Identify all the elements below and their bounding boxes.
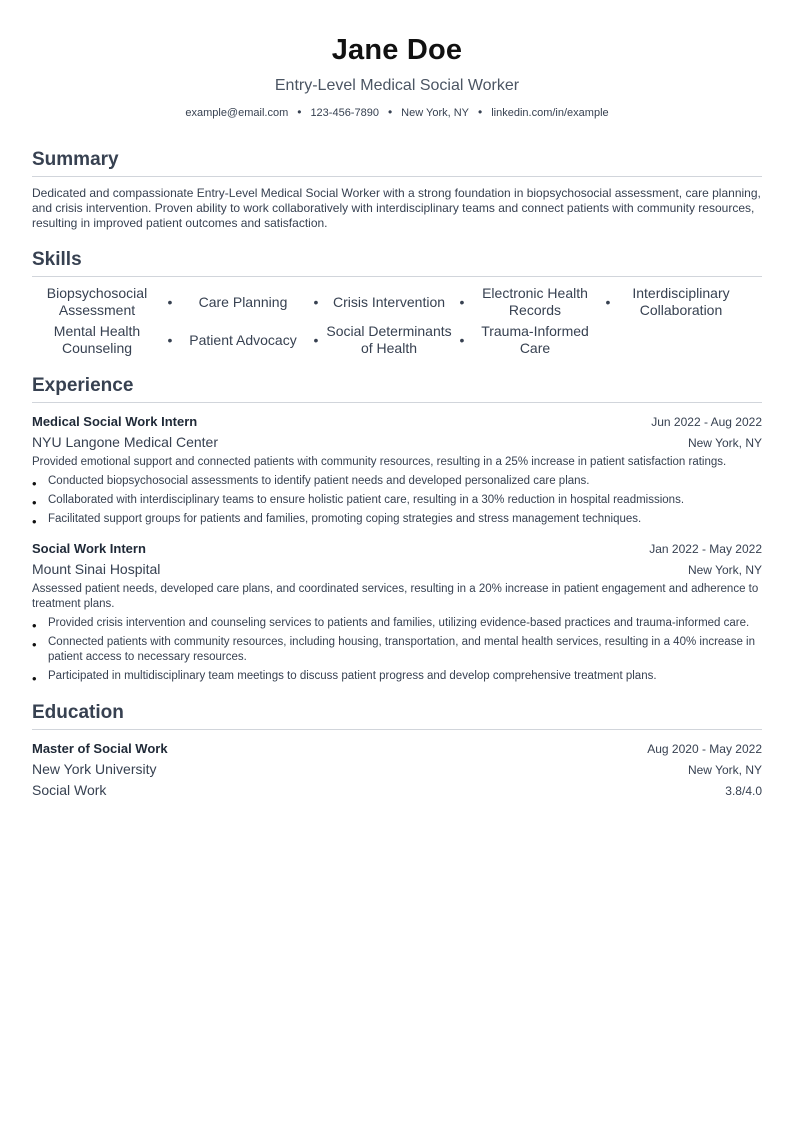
skill-item: Patient Advocacy bbox=[189, 331, 297, 348]
job-location: New York, NY bbox=[687, 563, 762, 577]
skill-item: Care Planning bbox=[198, 293, 288, 310]
skill-separator: • bbox=[459, 332, 465, 348]
job-bullet bbox=[32, 616, 762, 631]
job-bullet bbox=[32, 512, 762, 527]
skill-separator: • bbox=[605, 294, 611, 310]
candidate-name: Jane Doe bbox=[331, 34, 463, 66]
skill-separator: • bbox=[167, 332, 173, 348]
summary-text: Dedicated and compassionate Entry-Level Medical Social Worker with a strong foundation in biopsychosocial assessment, care planning, and crisis intervention. Proven ability to work collaboratively with interdisciplinary teams and connect patients with community resources, resulting in improved patient outcomes and satisfaction. bbox=[32, 186, 761, 230]
bullet-dot: • bbox=[32, 637, 37, 652]
skill-separator: • bbox=[167, 294, 173, 310]
job-organization: NYU Langone Medical Center bbox=[32, 434, 218, 450]
skill-item: Trauma-Informed Care bbox=[481, 323, 589, 356]
skills-heading: Skills bbox=[32, 249, 762, 277]
job-role: Social Work Intern bbox=[32, 541, 146, 556]
skill-separator: • bbox=[459, 294, 465, 310]
experience-section bbox=[32, 375, 762, 684]
education-field: Social Work bbox=[32, 782, 107, 798]
job-bullet bbox=[32, 474, 762, 489]
skill-separator: • bbox=[313, 332, 319, 348]
contact-line bbox=[32, 105, 762, 120]
education-school: New York University bbox=[32, 761, 157, 777]
experience-entry bbox=[32, 539, 762, 684]
experience-heading: Experience bbox=[32, 375, 762, 403]
bullet-dot: • bbox=[32, 618, 37, 633]
contact-linkedin[interactable]: linkedin.com/in/example bbox=[491, 107, 609, 119]
skill-item: Biopsychosocial Assessment bbox=[46, 285, 148, 318]
candidate-title: Entry-Level Medical Social Worker bbox=[274, 77, 520, 94]
job-bullet-text: Provided crisis intervention and counseling services to patients and families, utilizing evidence-based practices and trauma-informed care. bbox=[48, 617, 750, 629]
job-bullet-text: Connected patients with community resources, including housing, transportation, and mental health services, resulting in a 40% increase in patient access to necessary resources. bbox=[48, 636, 755, 663]
contact-separator: • bbox=[297, 105, 302, 119]
experience-entry bbox=[32, 412, 762, 527]
bullet-dot: • bbox=[32, 671, 37, 686]
job-role: Medical Social Work Intern bbox=[32, 414, 198, 429]
skill-item: Electronic Health Records bbox=[482, 285, 588, 318]
job-organization: Mount Sinai Hospital bbox=[32, 561, 161, 577]
job-dates: Jan 2022 - May 2022 bbox=[649, 542, 762, 556]
job-bullets bbox=[32, 474, 762, 527]
job-bullet bbox=[32, 669, 762, 684]
resume-page bbox=[32, 0, 762, 801]
skills-grid bbox=[32, 285, 762, 357]
education-location: New York, NY bbox=[687, 763, 762, 777]
skill-item: Crisis Intervention bbox=[332, 293, 446, 310]
contact-phone[interactable]: 123-456-7890 bbox=[310, 107, 379, 119]
job-bullet-text: Participated in multidisciplinary team meetings to discuss patient progress and develop comprehensive treatment plans. bbox=[48, 670, 657, 682]
summary-heading: Summary bbox=[32, 149, 762, 177]
job-dates: Jun 2022 - Aug 2022 bbox=[651, 415, 762, 429]
job-bullets bbox=[32, 616, 762, 684]
job-description: Assessed patient needs, developed care plans, and coordinated services, resulting in a 20% increase in patient engagement and adherence to treatment plans. bbox=[32, 583, 759, 610]
bullet-dot: • bbox=[32, 514, 37, 529]
job-bullet-text: Facilitated support groups for patients and families, promoting coping strategies and stress management techniques. bbox=[48, 513, 642, 525]
contact-email[interactable]: example@email.com bbox=[185, 107, 289, 119]
skill-item: Mental Health Counseling bbox=[53, 323, 141, 356]
summary-section bbox=[32, 149, 762, 231]
skills-section bbox=[32, 249, 762, 357]
job-bullet-text: Conducted biopsychosocial assessments to identify patient needs and developed personalized care plans. bbox=[48, 475, 590, 487]
education-gpa: 3.8/4.0 bbox=[725, 784, 762, 798]
skill-separator: • bbox=[313, 294, 319, 310]
bullet-dot: • bbox=[32, 495, 37, 510]
job-description: Provided emotional support and connected patients with community resources, resulting in a 25% increase in patient satisfaction ratings. bbox=[32, 456, 727, 468]
education-entry bbox=[32, 739, 762, 801]
contact-location: New York, NY bbox=[401, 107, 470, 119]
skill-item: Interdisciplinary Collaboration bbox=[632, 285, 730, 318]
contact-separator: • bbox=[478, 105, 483, 119]
education-section bbox=[32, 702, 762, 801]
job-location: New York, NY bbox=[687, 436, 762, 450]
skill-item: Social Determinants of Health bbox=[326, 323, 452, 356]
job-bullet bbox=[32, 493, 762, 508]
contact-separator: • bbox=[387, 105, 393, 119]
job-bullet-text: Collaborated with interdisciplinary teams to ensure holistic patient care, resulting in a 30% reduction in hospital readmissions. bbox=[48, 494, 685, 506]
job-bullet bbox=[32, 635, 762, 665]
bullet-dot: • bbox=[32, 476, 37, 491]
education-heading: Education bbox=[32, 702, 762, 730]
education-degree: Master of Social Work bbox=[32, 741, 168, 756]
education-dates: Aug 2020 - May 2022 bbox=[647, 742, 762, 756]
